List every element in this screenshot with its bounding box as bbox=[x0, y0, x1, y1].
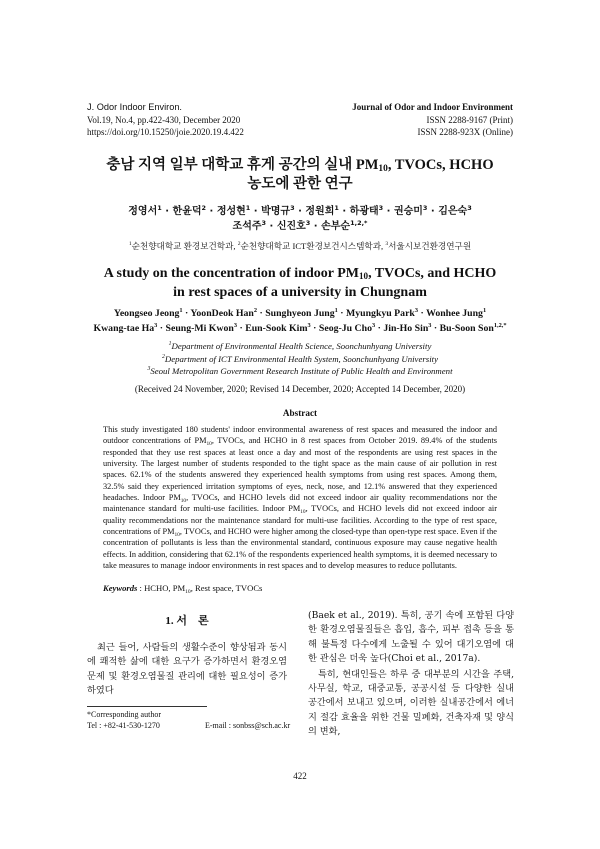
doi-link[interactable]: https://doi.org/10.15250/joie.2020.19.4.422 bbox=[87, 127, 244, 137]
english-affiliation-item: $^3$Seoul Metropolitan Government Research Institute of Public Health and Environment bbox=[147, 366, 453, 376]
english-title-line1: A study on the concentration of indoor $PM_{10}$, TVOCs, and HCHO bbox=[103, 266, 497, 281]
english-author-name: Seog-Ju Cho$^3$ bbox=[318, 322, 376, 334]
korean-author-name: 한윤덕$^2$ bbox=[172, 204, 207, 217]
english-author-name: Seung-Mi Kwon$^3$ bbox=[165, 322, 238, 334]
journal-header-right bbox=[253, 101, 513, 139]
english-author-name: Eun-Sook Kim$^3$ bbox=[245, 322, 311, 334]
korean-affiliation-item: $^3$서울시보건환경연구원 bbox=[385, 241, 472, 251]
keywords-line: Keywords : HCHO, $PM_{10}$, Rest space, TVOCs bbox=[103, 583, 263, 595]
english-author-name: Jin-Ho Sin$^3$ bbox=[383, 322, 432, 334]
english-affiliation-item: $^1$Department of Environmental Health Science, Soonchunhyang University bbox=[168, 341, 432, 351]
english-author-name: Wonhee Jung$^1$ bbox=[426, 307, 487, 319]
english-author-name: Myungkyu Park$^3$ bbox=[346, 307, 419, 319]
english-author-name: YoonDeok Han$^2$ bbox=[190, 307, 258, 319]
footnote-divider bbox=[87, 706, 207, 707]
corresponding-footnote bbox=[87, 710, 307, 731]
english-title bbox=[60, 264, 540, 302]
english-authors-line2: Kwang-tae $Ha^3$ · Seung-Mi Kwon$^3$ · Eun-Sook Kim$^3$ · Seog-Ju Cho$^3$ · Jin-Ho Sin$^3$ · Bu-Soon Son$^{1,2,*}$ bbox=[93, 322, 507, 334]
section-title-introduction: 1. 서 론 bbox=[165, 615, 209, 627]
abstract-heading: Abstract bbox=[282, 408, 318, 418]
english-author-name: Sunghyeon Jung$^1$ bbox=[265, 307, 338, 319]
english-author-name: Yeongseo Jeong$^1$ bbox=[113, 307, 183, 319]
korean-affiliations bbox=[60, 240, 540, 252]
corresponding-label: *Corresponding author bbox=[87, 710, 161, 719]
intro-paragraph-2: 특히, 현대인들은 하루 중 대부분의 시간을 주택, 사무실, 학교, 대중교통, 공공시설 등 다양한 실내 공간에서 보내고 있으며, 이러한 실내공간에서 에너지 절감 효율을 위한 건물 밀폐화, 건축자재 및 양식의 변화, bbox=[308, 668, 514, 738]
korean-author-name: 권승미$^3$ bbox=[393, 204, 428, 217]
keywords-text: HCHO, $PM_{10}$, Rest space, TVOCs bbox=[144, 583, 263, 595]
korean-author-name: 하광태$^3$ bbox=[349, 204, 384, 217]
korean-author-name: 정성현$^1$ bbox=[216, 204, 251, 217]
issn-online: ISSN 2288-923X (Online) bbox=[417, 127, 513, 137]
corresponding-tel: Tel : +82-41-530-1270 bbox=[87, 720, 160, 730]
korean-title bbox=[60, 156, 540, 194]
english-title-line2: in rest spaces of a university in Chungnam bbox=[173, 285, 427, 300]
korean-author-name: 정원희$^1$ bbox=[305, 204, 339, 217]
intro-right-column bbox=[308, 609, 514, 740]
korean-affiliation-item: $^2$순천향대학교 ICT환경보건시스템학과, bbox=[237, 241, 386, 251]
issn-print: ISSN 2288-9167 (Print) bbox=[426, 114, 513, 125]
korean-authors bbox=[60, 204, 540, 234]
korean-authors-line2: 조석주$^3$ · 신진호$^3$ · 손부순$^{1,2,*}$ bbox=[232, 219, 368, 232]
korean-author-name: 신진호$^3$ bbox=[276, 219, 311, 232]
korean-title-line1: 충남 지역 일부 대학교 휴게 공간의 실내 $PM_{10}$, TVOCs, HCHO bbox=[106, 157, 494, 174]
korean-author-name: 손부순$^{1,2,*}$ bbox=[321, 219, 368, 232]
korean-author-name: 정영서$^1$ bbox=[128, 204, 162, 217]
english-affiliation-item: $^2$Department of ICT Environmental Health System, Soonchunhyang University bbox=[161, 353, 438, 364]
korean-author-name: 김은숙$^3$ bbox=[438, 204, 472, 217]
korean-authors-line1: 정영서$^1$ · 한윤덕$^2$ · 정성현$^1$ · 박명규$^3$ · 정원희$^1$ · 하광태$^3$ · 권승미$^3$ · 김은숙$^3$ bbox=[128, 204, 472, 217]
english-author-name: Kwang-tae Ha$^3$ bbox=[93, 322, 158, 334]
korean-title-line2: 농도에 관한 연구 bbox=[247, 176, 353, 192]
korean-affiliation-item: $^1$순천향대학교 환경보건학과, bbox=[128, 241, 238, 251]
journal-full-name: Journal of Odor and Indoor Environment bbox=[352, 102, 513, 112]
korean-author-name: 조석주$^3$ bbox=[232, 219, 267, 232]
english-authors-line1: Yeongseo Jeong$^1$ · YoonDeok Han$^2$ · Sunghyeon Jung$^1$ · Myungkyu Park$^3$ · Wonhee Jung$^1$ bbox=[113, 307, 487, 319]
intro-paragraph-1: (Baek et al., 2019). 특히, 공기 속에 포함된 다양한 환경오염물질들은 흡입, 흡수, 피부 접촉 등을 통해 불특정 다수에게 노출될 수 있어 대기오염에 대한 관심은 더욱 높다(Choi et al., 2017a). bbox=[308, 610, 514, 665]
english-affiliations bbox=[60, 340, 540, 378]
korean-author-name: 박명규$^3$ bbox=[261, 204, 295, 217]
abstract-body: This study investigated 180 students' indoor environmental awareness of rest spaces and measured the indoor and outdoor concentrations of $PM_{10}$, TVOCs, and HCHO in 8 rest spaces from October 2019. 89.4% of the students responded that they use rest spaces at least once a day and most of the respondents are using rest spaces in the university. The largest number of students responded to the tight space as the main cause of air pollution in rest spaces. 62.1% of the students answered they experienced health symptoms from using rest spaces. Among them, 32.5% said they experienced irritation symptoms of eyes, neck, nose, and 12.1% answered that they experienced headaches. Indoor $PM_{10}$, TVOCs, and HCHO levels did not exceed indoor air quality recommendations nor the maintenance standard for multi-use facilities. Indoor $PM_{10}$, TVOCs, and HCHO levels did not exceed indoor air quality recommendations nor the maintenance standard for multi-use facilities. According to the type of rest space, concentrations of $PM_{10}$, TVOCs, and HCHO were higher among the closed-type than open-type rest space. Even if the concentration of pollutants is less than the environmental standard, continuous exposure may cause negative health effects. In addition, considering that 62.1% of the respondents experienced health symptoms, it is deemed necessary to take measures to manage indoor environments in rest spaces and to develop measures to reduce pollutants. bbox=[103, 425, 498, 571]
keywords-label: Keywords bbox=[103, 583, 138, 593]
intro-left-column: 최근 들어, 사람들의 생활수준이 향상됨과 동시에 쾌적한 삶에 대한 요구가 증가하면서 환경오염 문제 및 환경오염물질 관리에 대한 필요성이 증가하였다 bbox=[87, 642, 287, 697]
english-authors bbox=[40, 306, 560, 336]
received-dates: (Received 24 November, 2020; Revised 14 December, 2020; Accepted 14 December, 2020) bbox=[134, 384, 466, 394]
page-number: 422 bbox=[293, 771, 307, 781]
english-author-name: Bu-Soon Son$^{1,2,*}$ bbox=[439, 322, 507, 334]
corresponding-email[interactable]: E-mail : sonbss@sch.ac.kr bbox=[205, 720, 291, 730]
journal-short-name: J. Odor Indoor Environ. bbox=[87, 102, 182, 112]
volume-info: Vol.19, No.4, pp.422-430, December 2020 bbox=[87, 114, 241, 125]
